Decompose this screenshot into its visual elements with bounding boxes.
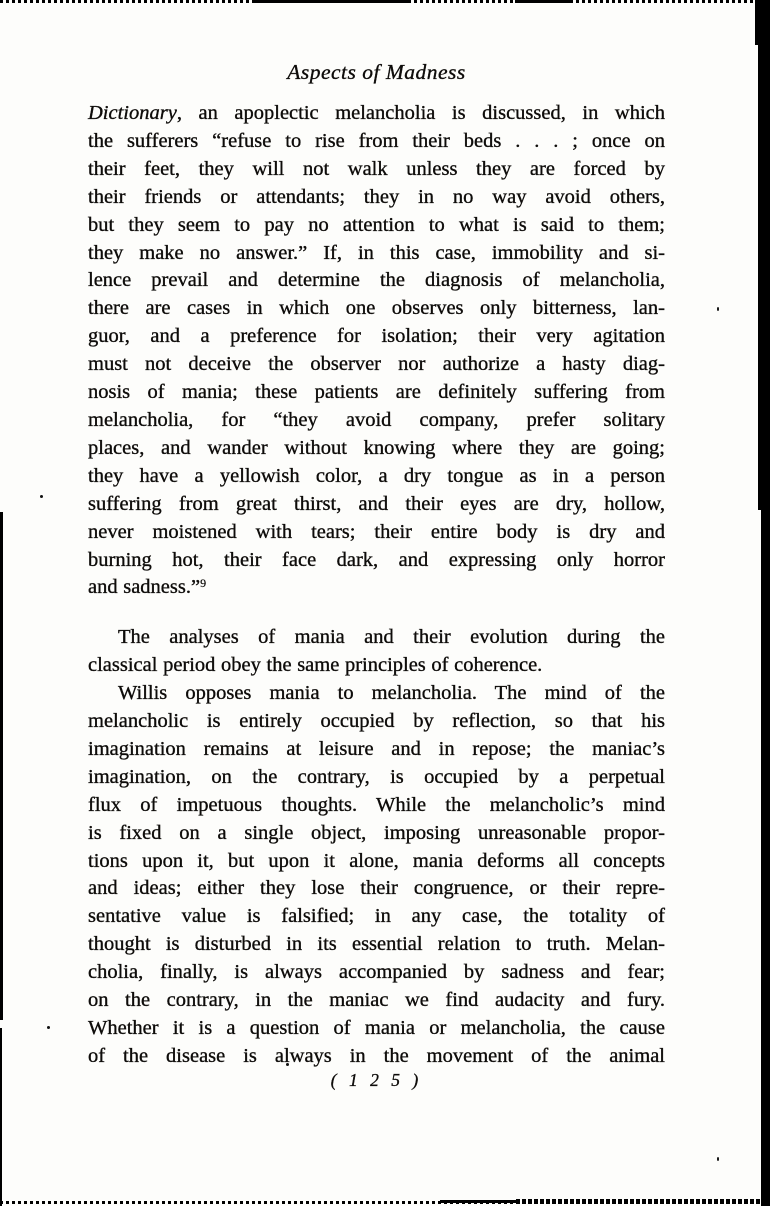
text-line: imagination, on the contrary, is occupied by a perpetual: [88, 765, 665, 788]
scan-speck: [40, 495, 43, 498]
text-line: cholia, finally, is always accompanied by sadness and fear;: [88, 961, 665, 984]
text-line: but they seem to pay no attention to what is said to them;: [88, 213, 665, 236]
text-line: sentative value is falsified; in any case, the totality of: [88, 905, 665, 928]
scan-speck: [717, 307, 719, 311]
scan-edge-right-bar: [755, 0, 770, 45]
text-line: Willis opposes mania to melancholia. The mind of the: [118, 682, 665, 705]
text-line: the sufferers “refuse to rise from their beds . . . ; once on: [88, 129, 665, 152]
scan-edge-top-solid: [515, 0, 570, 3]
text-line: places, and wander without knowing where they are going;: [88, 436, 665, 459]
scan-edge-bottom-solid: [440, 1200, 518, 1203]
footnote-marker: 9: [200, 576, 207, 591]
text-line: classical period obey the same principles of coherence.: [88, 654, 543, 677]
text-line: and ideas; either they lose their congruence, or their repre-: [88, 877, 665, 900]
text-line: flux of impetuous thoughts. While the melancholic’s mind: [88, 793, 665, 816]
scan-edge-left-line: [0, 1028, 2, 1206]
paragraph: [88, 680, 665, 1071]
running-head-title: Aspects of Madness: [287, 60, 466, 84]
text-line: they have a yellowish color, a dry tongue as in a person: [88, 464, 665, 487]
text-line: Whether it is a question of mania or melancholia, the cause: [88, 1017, 665, 1039]
scan-edge-top-solid: [255, 0, 410, 3]
scan-edge-right-bar: [761, 510, 770, 1206]
text-line: and sadness.”$^9$: [88, 576, 207, 599]
text-line: suffering from great thirst, and their eyes are dry, hollow,: [88, 492, 665, 515]
scan-edge-left-line: [0, 512, 3, 1020]
page-number: ( 1 2 5 ): [330, 1070, 423, 1090]
scan-edge-right-bar: [758, 45, 770, 510]
text-line: thought is disturbed in its essential relation to truth. Melan-: [88, 933, 665, 956]
text-line: burning hot, their face dark, and expressing only horror: [88, 548, 665, 571]
text-line: tions upon it, but upon it alone, mania deforms all concepts: [88, 849, 665, 872]
text-line: nosis of mania; these patients are definitely suffering from: [88, 381, 665, 404]
text-line: lence prevail and determine the diagnosis of melancholia,: [88, 269, 665, 292]
body-text: [88, 100, 665, 1071]
text-line: melancholia, for “they avoid company, prefer solitary: [88, 408, 665, 431]
text-line: their friends or attendants; they in no way avoid others,: [88, 185, 665, 208]
text-line: they make no answer.” If, in this case, immobility and si-: [88, 241, 665, 264]
text-line: Dictionary, an apoplectic melancholia is discussed, in which: [88, 102, 665, 124]
text-line: there are cases in which one observes only bitterness, lan-: [88, 297, 665, 320]
text-line: melancholic is entirely occupied by reflection, so that his: [88, 710, 665, 733]
paragraph: [88, 624, 665, 680]
text-line: must not deceive the observer nor authorize a hasty diag-: [88, 353, 665, 376]
text-line: is fixed on a single object, imposing unreasonable propor-: [88, 821, 665, 844]
text-line: of the disease is always in the movement of the animal: [88, 1044, 665, 1067]
text-line: never moistened with tears; their entire body is dry and: [88, 520, 665, 543]
text-line: imagination remains at leisure and in repose; the maniac’s: [88, 737, 665, 760]
text-line: their feet, they will not walk unless they are forced by: [88, 157, 665, 180]
paragraph: [88, 100, 665, 602]
text-line: guor, and a preference for isolation; their very agitation: [88, 325, 665, 348]
scan-speck: [717, 1157, 719, 1161]
text-line: on the contrary, in the maniac we find audacity and fury.: [88, 989, 665, 1012]
scan-edge-bottom-dense: [516, 1199, 770, 1204]
scan-speck: [47, 1026, 50, 1029]
text-line: The analyses of mania and their evolution during the: [118, 626, 665, 649]
